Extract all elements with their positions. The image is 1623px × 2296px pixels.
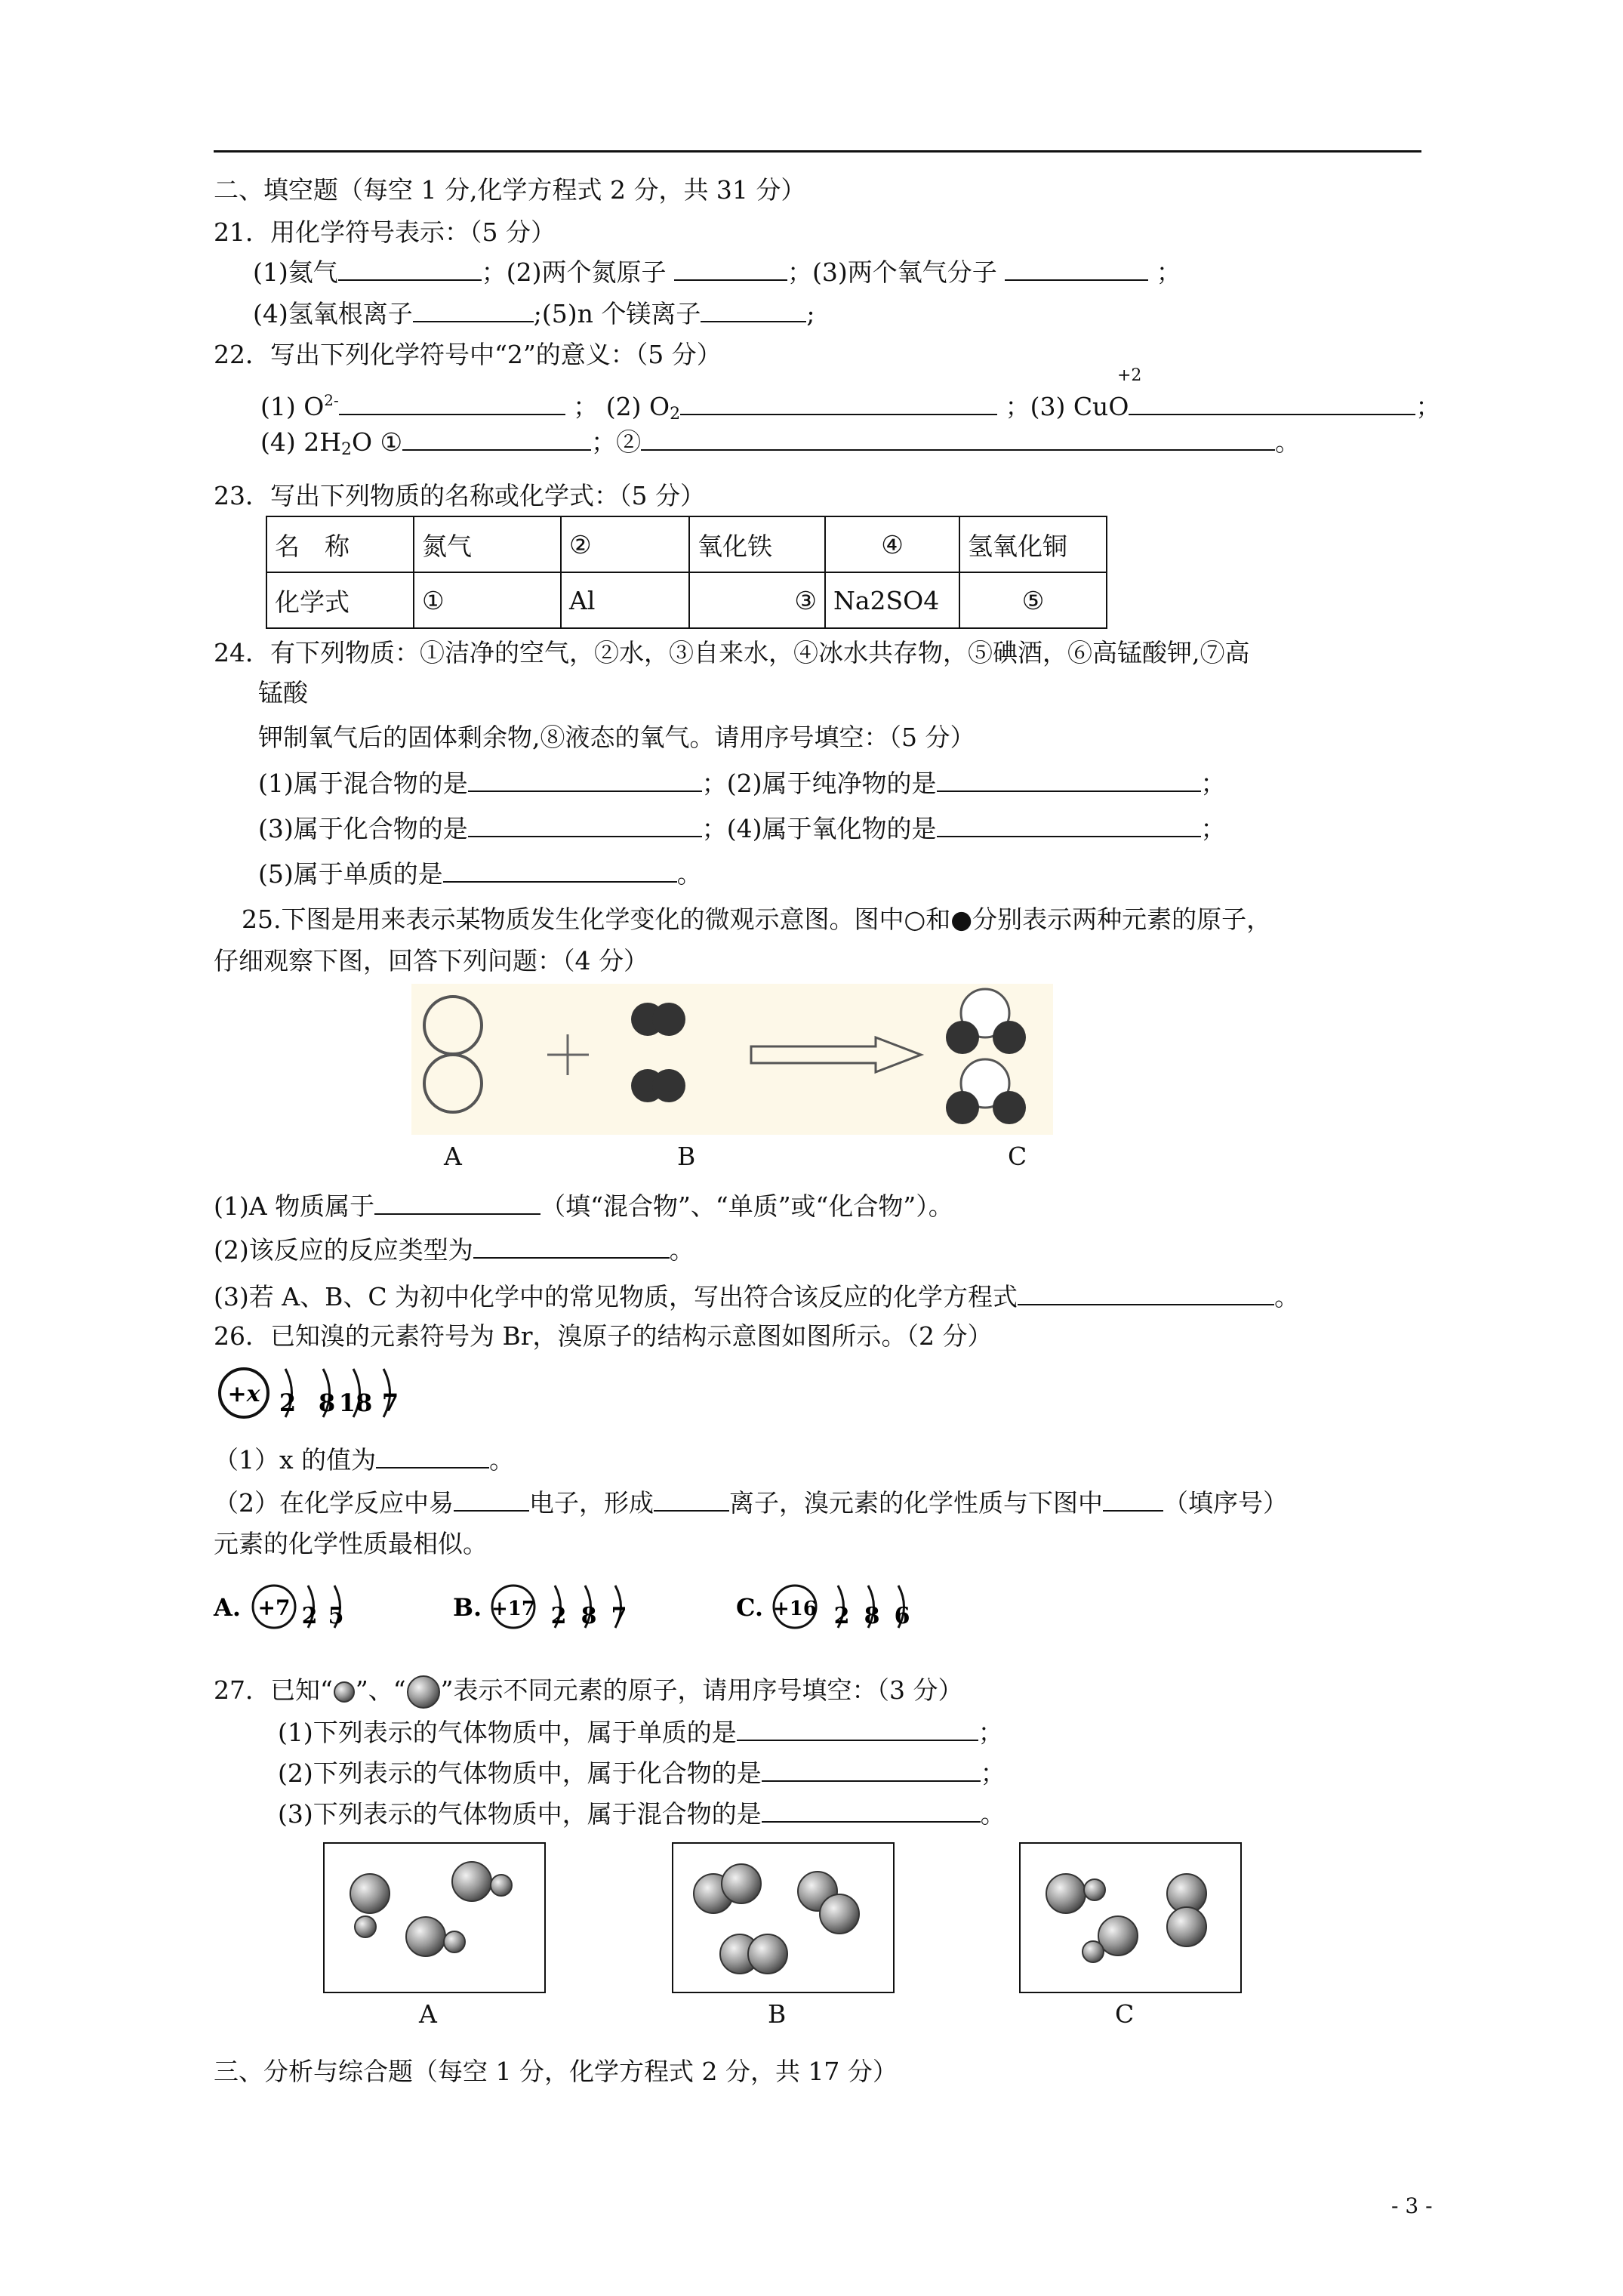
section-heading: 三、分析与综合题（每空 1 分，化学方程式 2 分，共 17 分） [214, 2057, 898, 2086]
answer-blank[interactable] [1018, 1281, 1274, 1305]
question-line: (4) $2H_2O$ ① ；② 。 [260, 427, 1301, 459]
table-cell[interactable]: ① [414, 572, 561, 628]
nucleus-charge: +17 [491, 1598, 535, 1620]
small-atom [491, 1875, 512, 1896]
large-atom [820, 1894, 859, 1934]
particle-box-b [672, 1842, 895, 1993]
answer-blank[interactable] [402, 427, 591, 451]
answer-blank[interactable] [374, 1191, 540, 1215]
table-cell: 氧化铁 [689, 516, 825, 572]
shell-electrons: 5 [328, 1603, 344, 1629]
particle-box-a [323, 1842, 546, 1993]
shell-electrons: 8 [864, 1603, 880, 1629]
shell-electrons: 2 [301, 1603, 318, 1629]
shell-electrons: 6 [894, 1603, 910, 1629]
nucleus-charge: +7 [257, 1595, 291, 1620]
table-cell[interactable]: ⑤ [959, 572, 1107, 628]
answer-blank[interactable] [937, 768, 1201, 792]
question-line: (3)下列表示的气体物质中，属于混合物的是 。 [278, 1799, 1006, 1829]
answer-blank[interactable] [701, 298, 806, 322]
question-title: 22．写出下列化学符号中“2”的意义：（5 分） [214, 340, 722, 369]
nucleus-charge: +16 [773, 1598, 817, 1620]
small-atom-icon [333, 1681, 356, 1703]
valence-mark: +2 [1117, 366, 1142, 385]
diagram-label: A [444, 1142, 462, 1171]
question-line: (1)下列表示的气体物质中，属于单质的是 ； [278, 1718, 1003, 1747]
question-title: 23．写出下列物质的名称或化学式：（5 分） [214, 481, 705, 510]
table-row [266, 516, 1107, 572]
question-line: (1)A 物质属于 （填“混合物”、“单质”或“化合物”）。 [214, 1191, 953, 1221]
large-atom [1098, 1916, 1138, 1955]
table-cell[interactable]: ③ [689, 572, 825, 628]
question-line: 仔细观察下图，回答下列问题：（4 分） [214, 946, 648, 975]
option-label: A. [214, 1593, 241, 1622]
answer-blank[interactable] [762, 1798, 981, 1823]
question-title: 25.下图是用来表示某物质发生化学变化的微观示意图。图中○和●分别表示两种元素的原子， [242, 905, 1272, 934]
answer-blank[interactable] [1005, 257, 1148, 281]
shell-electrons: 18 [338, 1388, 373, 1417]
question-line: （1）x 的值为 。 [214, 1445, 515, 1475]
question-line: （2）在化学反应中易 电子，形成 离子，溴元素的化学性质与下图中 （填序号） [214, 1488, 1288, 1518]
shell-electrons: 7 [611, 1603, 627, 1629]
question-line: 钾制氧气后的固体剩余物,⑧液态的氧气。请用序号填空：（5 分） [258, 723, 975, 752]
question-line: (4)氢氧根离子 ;(5)n 个镁离子 ; [253, 299, 815, 328]
question-title: 27．已知“ ”、“ ”表示不同元素的原子，请用序号填空：（3 分） [214, 1675, 962, 1709]
answer-blank[interactable] [338, 257, 482, 281]
solid-atom [993, 1091, 1026, 1124]
answer-blank[interactable] [1103, 1487, 1163, 1512]
shell-electrons: 2 [550, 1603, 567, 1629]
small-atom [355, 1916, 376, 1937]
answer-blank[interactable] [674, 257, 787, 281]
box-frame [673, 1843, 894, 1992]
answer-blank[interactable] [737, 1717, 978, 1741]
box-label: A [419, 1999, 437, 2029]
large-atom [1167, 1907, 1206, 1946]
question-line: 锰酸 [258, 678, 308, 707]
large-atom [1046, 1874, 1086, 1913]
option-b-atom [453, 1578, 649, 1635]
answer-blank[interactable] [468, 813, 702, 837]
question-line: 元素的化学性质最相似。 [214, 1529, 488, 1558]
solid-atom [946, 1021, 979, 1054]
nucleus-charge: +x [227, 1381, 260, 1407]
shell-electrons: 8 [581, 1603, 597, 1629]
answer-blank[interactable] [473, 1234, 670, 1259]
answer-blank[interactable] [376, 1444, 489, 1469]
answer-blank[interactable] [680, 391, 997, 415]
answer-blank[interactable] [454, 1487, 529, 1512]
small-atom [1084, 1879, 1105, 1900]
option-a-atom [214, 1578, 365, 1635]
shell-electrons: 2 [279, 1388, 297, 1417]
answer-blank[interactable] [654, 1487, 729, 1512]
question-title: 24．有下列物质：①洁净的空气，②水，③自来水，④冰水共存物，⑤碘酒，⑥高锰酸钾,⑦高 [214, 638, 1250, 667]
table-row [266, 572, 1107, 628]
box-label: C [1115, 1999, 1135, 2029]
substance-table [266, 516, 1107, 629]
question-line: (1)氦气 ；(2)两个氮原子 ；(3)两个氧气分子 ； [253, 257, 1181, 287]
question-line: (1) $O^{2-}$ ； (2) $O_2$ ；(3) CuO ； [260, 391, 1441, 424]
table-cell: 氮气 [414, 516, 561, 572]
box-label: B [768, 1999, 787, 2029]
shell-electrons: 8 [318, 1388, 336, 1417]
page-number: - 3 - [1391, 2193, 1433, 2218]
solid-atom [993, 1021, 1026, 1054]
answer-blank[interactable] [468, 768, 702, 792]
solid-atom [652, 1069, 685, 1102]
option-label: C. [736, 1593, 764, 1622]
question-line: (2)该反应的反应类型为 。 [214, 1235, 694, 1265]
solid-atom [652, 1003, 685, 1036]
table-cell: 名 称 [266, 516, 414, 572]
section-heading: 二、填空题（每空 1 分,化学方程式 2 分，共 31 分） [214, 175, 806, 205]
diagram-label: C [1008, 1142, 1027, 1171]
reaction-diagram [408, 980, 1057, 1142]
shell-electrons: 7 [381, 1388, 399, 1417]
answer-blank[interactable] [443, 858, 677, 883]
table-cell: 化学式 [266, 572, 414, 628]
diagram-label: B [677, 1142, 696, 1171]
large-atom [350, 1874, 390, 1913]
question-line: (5)属于单质的是 。 [258, 859, 702, 889]
table-cell: 氢氧化铜 [959, 516, 1107, 572]
answer-blank[interactable] [413, 298, 534, 322]
large-atom [722, 1864, 761, 1903]
question-line: (1)属于混合物的是 ；(2)属于纯净物的是 ； [258, 769, 1226, 798]
answer-blank[interactable] [762, 1758, 981, 1782]
question-line: (2)下列表示的气体物质中，属于化合物的是 ； [278, 1758, 1006, 1788]
option-label: B. [453, 1593, 482, 1622]
large-atom [748, 1934, 787, 1974]
table-cell: ④ [825, 516, 959, 572]
answer-blank[interactable] [641, 427, 1275, 451]
small-atom [444, 1931, 465, 1952]
box-frame [1020, 1843, 1241, 1992]
top-rule [214, 150, 1421, 153]
particle-box-c [1019, 1842, 1242, 1993]
question-title: 21．用化学符号表示：（5 分） [214, 217, 556, 247]
large-atom-icon [406, 1675, 441, 1709]
shell-electrons: 2 [833, 1603, 850, 1629]
answer-blank[interactable] [339, 391, 565, 415]
solid-atom [946, 1091, 979, 1124]
answer-blank[interactable] [1129, 391, 1415, 415]
bromine-atom-diagram [214, 1363, 425, 1423]
large-atom [452, 1862, 491, 1901]
option-c-atom [736, 1578, 932, 1635]
question-line: (3)属于化合物的是 ；(4)属于氧化物的是 ； [258, 814, 1226, 843]
question-line: (3)若 A、B、C 为初中化学中的常见物质，写出符合该反应的化学方程式 。 [214, 1282, 1300, 1311]
table-cell: Al [561, 572, 689, 628]
small-atom [1083, 1941, 1104, 1962]
table-cell: Na2SO4 [825, 572, 959, 628]
box-frame [324, 1843, 545, 1992]
large-atom [406, 1917, 445, 1956]
answer-blank[interactable] [937, 813, 1201, 837]
question-title: 26．已知溴的元素符号为 Br，溴原子的结构示意图如图所示。（2 分） [214, 1321, 993, 1351]
table-cell: ② [561, 516, 689, 572]
